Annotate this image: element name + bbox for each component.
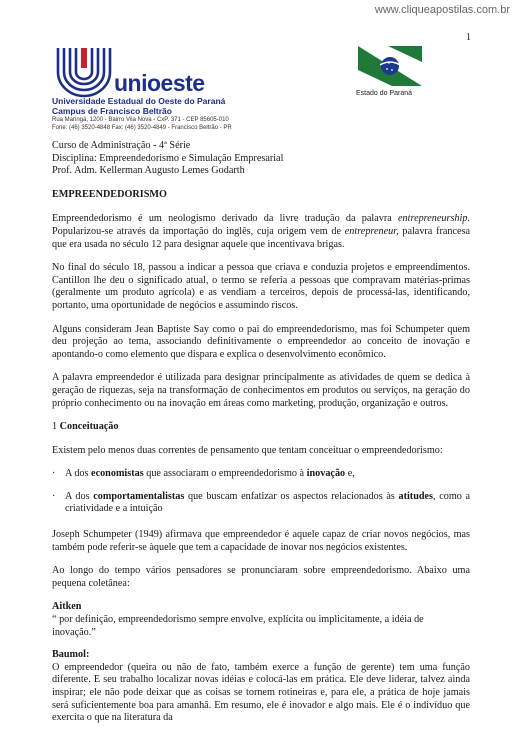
university-name: Universidade Estadual do Oeste do Paraná xyxy=(52,96,226,106)
discipline-line: Disciplina: Empreendedorismo e Simulação Empresarial xyxy=(52,152,284,164)
author-baumol: Baumol: xyxy=(52,649,90,661)
page-number: 1 xyxy=(466,32,471,43)
paragraph-currents: Existem pelo menos duas correntes de pensamento que tentam conceituar o empreendedorismo: xyxy=(52,444,443,456)
contact-line: Fone: (46) 3520-4848 Fax: (46) 3520-4849 - Francisco Beltrão - PR xyxy=(52,125,232,131)
parana-flag-icon xyxy=(358,46,422,86)
unioeste-logo-icon xyxy=(54,46,114,98)
unioeste-letterhead xyxy=(52,44,292,134)
paragraph-baumol: O empreendedor (queira ou não de fato, também exerce a função de gerente) tem uma função diferente. E seu trabalho localizar novas idéias e colocá-las em prática. Ele deve liderar, talvez ainda inspirar; ele não pode deixar que as coisas se tornem rotineiras e, para ele, a prática de hoje jamais será suficientemente boa para amanhã. Em resumo, ele é inovador e algo mais. Ele é o indivíduo que exercita o que na literatura da xyxy=(52,661,470,724)
list-item: · A dos comportamentalistas que buscam enfatizar os aspectos relacionados às atitudes, como a criatividade e a intuição xyxy=(52,490,471,515)
address-line: Rua Maringá, 1200 - Bairro Vila Nova - CxP. 371 - CEP 85605-010 xyxy=(52,117,229,123)
logo-name: unioeste xyxy=(114,70,205,96)
document-body xyxy=(52,140,470,736)
site-url[interactable]: www.cliqueapostilas.com.br xyxy=(374,4,510,16)
state-emblem xyxy=(356,46,426,102)
document-title: EMPREENDEDORISMO xyxy=(52,188,167,200)
paragraph-thinkers: Ao longo do tempo vários pensadores se pronunciaram sobre empreendedorismo. Abaixo uma pequena coletânea: xyxy=(52,565,470,589)
list-item: · A dos economistas que associaram o empreendedorismo à inovação e, xyxy=(52,468,355,480)
paragraph-schumpeter-1949: Joseph Schumpeter (1949) afirmava que empreendedor é aquele capaz de criar novos negócios, mas também pode referir-se àquele que tem a capacidade de inovar nos negócios existentes. xyxy=(52,529,470,553)
term-entrepreneurship: entrepreneurship. xyxy=(398,213,470,225)
campus-name: Campus de Francisco Beltrão xyxy=(52,106,172,116)
professor-line: Prof. Adm. Kellerman Augusto Lemes Godarth xyxy=(52,165,245,177)
quote-aitken: “ por definição, empreendedorismo sempre envolve, explícita ou implicitamente, a idéia de inovação.” xyxy=(52,614,424,638)
paragraph-schumpeter: Alguns consideram Jean Baptiste Say como o pai do empreendedorismo, mas foi Schumpeter quem deu projeção ao tema, associando definitivamente o empreendedor ao conceito de inovação e apontando-o como elemento que dispara e explica o desenvolvimento econômico. xyxy=(52,323,470,360)
author-aitken: Aitken xyxy=(52,601,82,613)
course-line: Curso de Administração - 4ª Série xyxy=(52,140,191,151)
paragraph-history: No final do século 18, passou a indicar a pessoa que criava e conduzia projetos e empreendimentos. Cantillon lhe deu o significado atual, o termo se referia a pessoas que compravam matérias-primas (geralmente um produto agrícola) e as vendiam a terceiros, depois de processá-las, identificando, portanto, uma oportunidade de negócios e assumindo riscos. xyxy=(52,262,470,311)
paragraph-meaning: A palavra empreendedor é utilizada para designar principalmente as atividades de quem se dedica à geração de riquezas, seja na transformação de conhecimentos em produtos ou serviços, na geração do próprio conhecimento ou na inovação em áreas como marketing, produção, organização e outros. xyxy=(52,372,470,409)
paragraph-definition: Empreendedorismo é um neologismo derivado da livre tradução da palavra entrepreneurship. Popularizou-se através da importação do inglês, cuja origem vem de entrepreneur, palavra francesa que era usada no século 12 para designar aquele que incentivava brigas. xyxy=(52,213,470,250)
term-entrepreneur: entrepreneur, xyxy=(344,225,399,237)
section-heading: 1 Conceituação xyxy=(52,421,119,433)
state-label: Estado do Paraná xyxy=(356,90,413,97)
